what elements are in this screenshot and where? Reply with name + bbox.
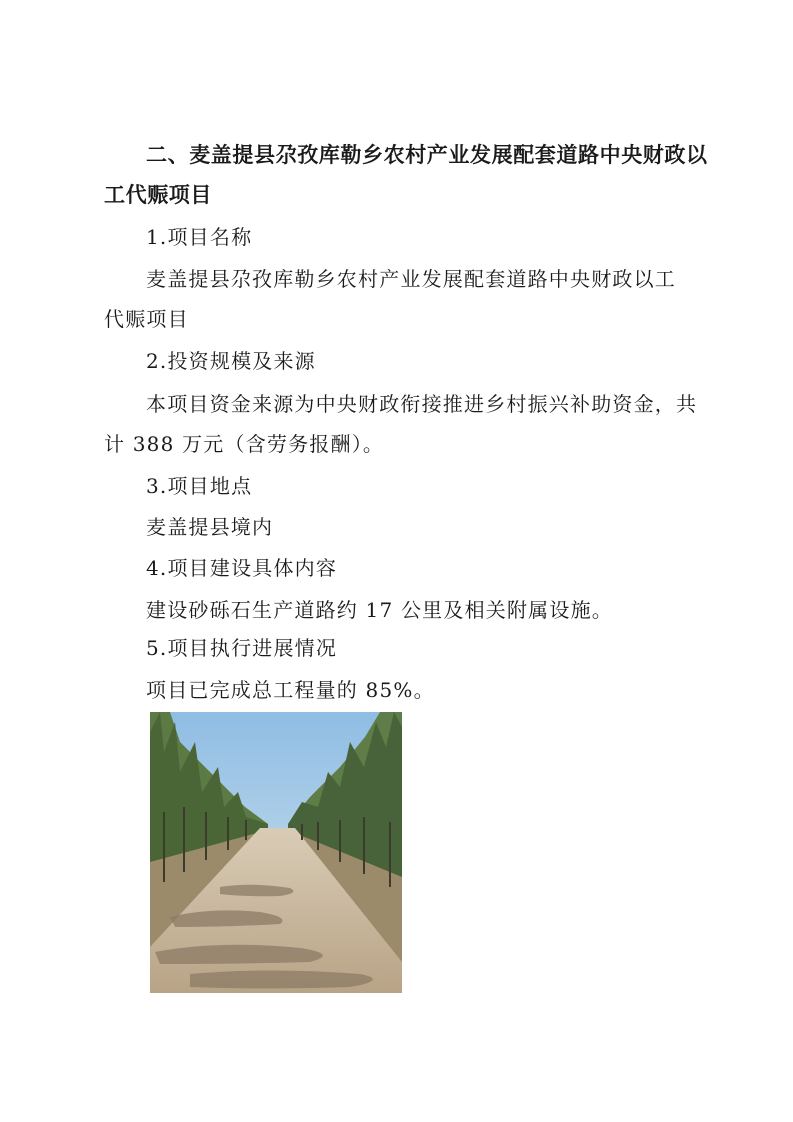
section-content-heading: 4.项目建设具体内容: [146, 556, 338, 580]
section-funding-heading: 2.投资规模及来源: [146, 349, 316, 373]
section-name-heading: 1.项目名称: [146, 225, 253, 249]
section-funding-text-2: 计 388 万元（含劳务报酬）。: [104, 432, 385, 456]
section-name-text-1: 麦盖提县尕孜库勒乡农村产业发展配套道路中央财政以工: [146, 267, 676, 291]
section-funding-text-1: 本项目资金来源为中央财政衔接推进乡村振兴补助资金，共: [146, 392, 698, 416]
road-photo: [150, 712, 402, 993]
project-title-line-2: 工代赈项目: [104, 183, 212, 207]
section-progress-heading: 5.项目执行进展情况: [146, 636, 338, 660]
project-title-line-1: 二、麦盖提县尕孜库勒乡农村产业发展配套道路中央财政以: [146, 143, 708, 167]
section-location-heading: 3.项目地点: [146, 474, 253, 498]
section-content-text: 建设砂砾石生产道路约 17 公里及相关附属设施。: [146, 598, 613, 622]
road-photo-illustration: [150, 712, 402, 993]
section-progress-text: 项目已完成总工程量的 85%。: [146, 678, 435, 702]
section-location-text: 麦盖提县境内: [146, 515, 274, 539]
section-name-text-2: 代赈项目: [104, 307, 189, 331]
